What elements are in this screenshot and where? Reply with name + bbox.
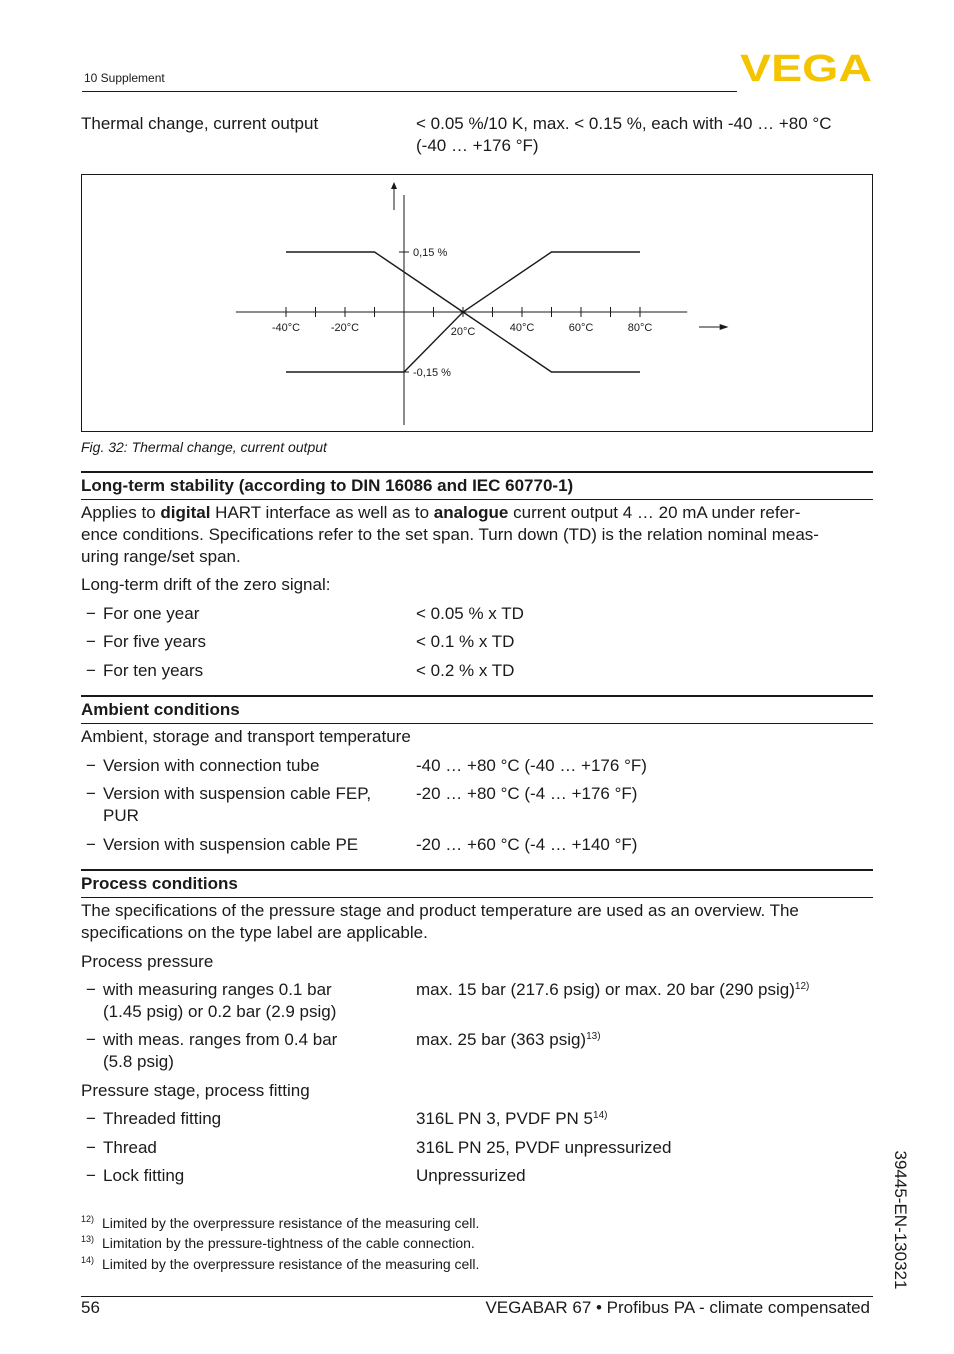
chart-canvas (82, 175, 872, 431)
ambient-item-cable-fep: − Version with suspension cable FEP, PUR (86, 784, 372, 825)
section-rule-top (81, 869, 873, 871)
stage-value-thread: 316L PN 25, PVDF unpressurized (416, 1138, 672, 1157)
drift-item-ten-years: − For ten years (86, 661, 204, 680)
stage-item-threaded-fitting: − Threaded fitting (86, 1109, 222, 1128)
y-tick-label: -0,15 % (413, 367, 451, 379)
drift-value-one-year: < 0.05 % x TD (416, 604, 524, 623)
process-intro-line2: specifications on the type label are applicable. (81, 923, 428, 942)
process-intro-line1: The specifications of the pressure stage and product temperature are used as an overview. The (81, 901, 799, 920)
ambient-item-cable-pe: − Version with suspension cable PE (86, 835, 359, 854)
ambient-label: Ambient, storage and transport temperature (81, 727, 411, 746)
longterm-heading: Long-term stability (according to DIN 16086 and IEC 60770-1) (81, 476, 574, 495)
stage-label: Pressure stage, process fitting (81, 1081, 310, 1100)
thermal-value-line2: (-40 … +176 °F) (416, 136, 539, 155)
x-tick-label: -20°C (330, 322, 360, 334)
thermal-label: Thermal change, current output (81, 114, 319, 133)
section-rule-bottom (81, 499, 873, 500)
footnote-14: $^{14)}$ Limited by the overpressure resistance of the measuring cell. (81, 1255, 480, 1272)
pressure-label: Process pressure (81, 952, 214, 971)
vega-logo (740, 48, 874, 88)
vega-logo-text: VEGA (740, 48, 872, 88)
section-rule-top (81, 695, 873, 697)
stage-value-lock-fitting: Unpressurized (416, 1166, 526, 1185)
drift-value-ten-years: < 0.2 % x TD (416, 661, 515, 680)
x-tick-label: 60°C (568, 322, 594, 334)
x-tick-label: -40°C (271, 322, 301, 334)
section-rule-bottom (81, 723, 873, 724)
section-label: 10 Supplement (84, 71, 165, 85)
thermal-chart (81, 174, 873, 432)
ambient-item-connection-tube: − Version with connection tube (86, 756, 320, 775)
x-tick-label: 40°C (509, 322, 535, 334)
process-heading: Process conditions (81, 874, 238, 893)
pressure-item-low-ranges: − with measuring ranges 0.1 bar (1.45 psig) or 0.2 bar (2.9 psig) (86, 980, 337, 1021)
pressure-value-high-ranges: max. 25 bar (363 psig)$^{13)}$ (416, 1030, 601, 1049)
footnote-12: $^{12)}$ Limited by the overpressure resistance of the measuring cell. (81, 1214, 480, 1231)
page-number: 56 (81, 1298, 100, 1317)
product-title: VEGABAR 67 • Profibus PA - climate compensated (485, 1298, 870, 1317)
document-id: 39445-EN-130321 (891, 1150, 910, 1290)
x-tick-label: 20°C (450, 326, 476, 338)
section-rule-top (81, 471, 873, 473)
ambient-value-connection-tube: -40 … +80 °C (-40 … +176 °F) (416, 756, 647, 775)
stage-value-threaded-fitting: 316L PN 3, PVDF PN 5$^{14)}$ (416, 1109, 608, 1128)
stage-item-lock-fitting: − Lock fitting (86, 1166, 185, 1185)
footnote-13: $^{13)}$ Limitation by the pressure-tightness of the cable connection. (81, 1234, 475, 1251)
ambient-value-cable-fep: -20 … +80 °C (-4 … +176 °F) (416, 784, 638, 803)
thermal-value-line1: < 0.05 %/10 K, max. < 0.15 %, each with -40 … +80 °C (416, 114, 832, 133)
section-rule-bottom (81, 897, 873, 898)
drift-value-five-years: < 0.1 % x TD (416, 632, 515, 651)
x-tick-label: 80°C (627, 322, 653, 334)
header-divider (82, 91, 737, 92)
footer-divider (81, 1296, 873, 1297)
longterm-paragraph-line3: uring range/set span. (81, 547, 241, 566)
drift-item-one-year: − For one year (86, 604, 200, 623)
figure-caption: Fig. 32: Thermal change, current output (81, 439, 327, 455)
stage-item-thread: − Thread (86, 1138, 157, 1157)
drift-label: Long-term drift of the zero signal: (81, 575, 331, 594)
drift-item-five-years: − For five years (86, 632, 206, 651)
ambient-value-cable-pe: -20 … +60 °C (-4 … +140 °F) (416, 835, 638, 854)
ambient-heading: Ambient conditions (81, 700, 240, 719)
pressure-item-high-ranges: − with meas. ranges from 0.4 bar (5.8 psig) (86, 1030, 338, 1071)
longterm-paragraph-line1: Applies to digital HART interface as well as to analogue current output 4 … 20 mA under refer- (81, 503, 801, 522)
y-axis-arrow-head (391, 182, 397, 189)
x-axis-arrow-head (720, 324, 729, 330)
y-tick-label: 0,15 % (413, 247, 448, 259)
longterm-paragraph-line2: ence conditions. Specifications refer to the set span. Turn down (TD) is the relation nominal meas- (81, 525, 819, 544)
pressure-value-low-ranges: max. 15 bar (217.6 psig) or max. 20 bar (290 psig)$^{12)}$ (416, 980, 810, 999)
